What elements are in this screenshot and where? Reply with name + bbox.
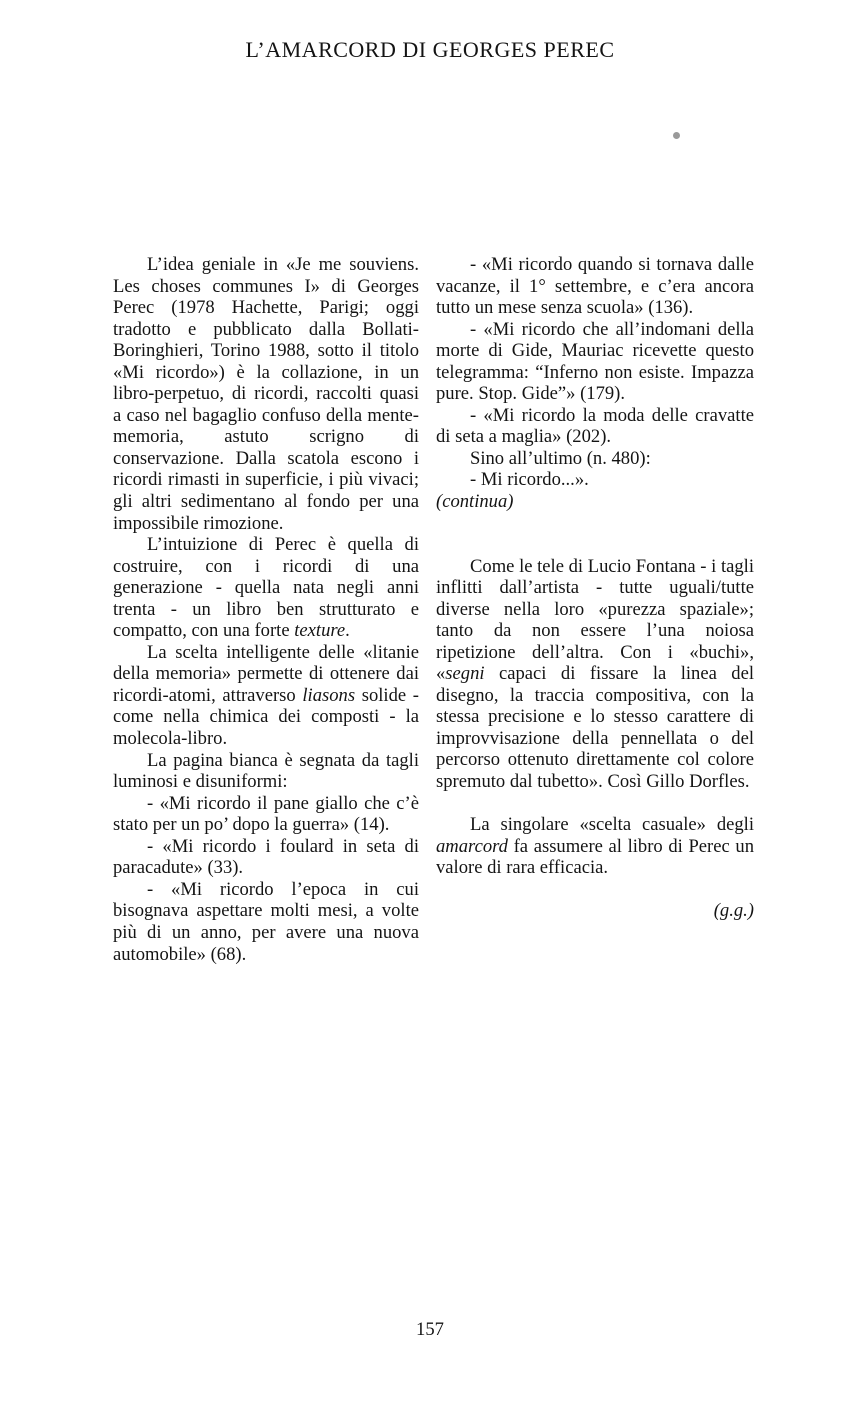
spacer: [436, 879, 754, 901]
author-signature: (g.g.): [713, 900, 754, 922]
emphasis: segni: [445, 663, 485, 685]
page-number: 157: [416, 1319, 444, 1340]
emphasis: liasons: [302, 684, 356, 706]
quote-item: - «Mi ricordo i foulard in seta di paracadute» (33).: [113, 835, 419, 879]
spacer: [436, 793, 754, 815]
quote-item: - «Mi ricordo il pane giallo che c’è stato per un po’ dopo la guerra» (14).: [113, 792, 419, 836]
intuition-paragraph: L’intuizione di Perec è quella di costruire, con i ricordi di una generazione - quella nata negli anni trenta - un libro ben strutturato e compatto, con una forte texture.: [113, 534, 419, 642]
quote-item: - «Mi ricordo quando si tornava dalle vacanze, il 1° settembre, e c’era ancora tutto un mese senza scuola» (136).: [436, 254, 754, 319]
intro-paragraph: L’idea geniale in «Je me souviens. Les choses communes I» di Georges Perec (1978 Hachette, Parigi; oggi tradotto e pubblicato dalla Bollati-Boringhieri, Torino 1988, sotto il titolo «Mi ricordo») è la collazione, in un libro-perpetuo, di ricordi, raccolti quasi a caso nel bagaglio confuso della mente-memoria, astuto scrigno di conservazione. Dalla scatola escono i ricordi rimasti in superficie, i più vivaci; gli altri sedimentano al fondo per una impossibile rimozione.: [113, 254, 419, 534]
last-item-intro: Sino all’ultimo (n. 480):: [470, 447, 651, 469]
page-title: L’AMARCORD DI GEORGES PEREC: [245, 37, 615, 62]
continua-note: (continua): [436, 491, 514, 513]
right-column: [436, 254, 754, 922]
emphasis: texture: [294, 620, 346, 642]
emphasis: amarcord: [436, 835, 508, 857]
choice-paragraph: La scelta intelligente delle «litanie della memoria» permette di ottenere dai ricordi-atomi, attraverso liasons solide - come nella chimica dei composti - la molecola-libro.: [113, 641, 419, 750]
quote-item: - «Mi ricordo che all’indomani della morte di Gide, Mauriac ricevette questo telegramma: “Inferno non esiste. Impazza pure. Stop. Gide”» (179).: [436, 318, 754, 405]
closing-paragraph: La singolare «scelta casuale» degli amarcord fa assumere al libro di Perec un valore di rara efficacia.: [436, 814, 754, 879]
fontana-paragraph: Come le tele di Lucio Fontana - i tagli inflitti dall’artista - tutte uguali/tutte diverse nella loro «purezza spaziale»; tanto da non essere l’una noiosa ripetizione dell’altra. Con i «buchi», «segni capaci di fissare la linea del disegno, la traccia compositiva, con la stessa precisione e lo stesso carattere di improvvisazione della pennellata o del percorso ottenuto direttamente col colore spremuto dal tubetto». Così Gillo Dorfles.: [436, 555, 754, 793]
spacer: [436, 513, 754, 535]
scan-speck: [673, 132, 680, 139]
white-page-paragraph: La pagina bianca è segnata da tagli luminosi e disuniformi:: [113, 749, 419, 793]
spacer: [436, 534, 754, 556]
quote-item: - Mi ricordo...».: [470, 469, 589, 491]
quote-item: - «Mi ricordo l’epoca in cui bisognava aspettare molti mesi, a volte più di un anno, per avere una nuova automobile» (68).: [113, 878, 419, 965]
quote-item: - «Mi ricordo la moda delle cravatte di seta a maglia» (202).: [436, 404, 754, 448]
left-column: [113, 254, 419, 965]
